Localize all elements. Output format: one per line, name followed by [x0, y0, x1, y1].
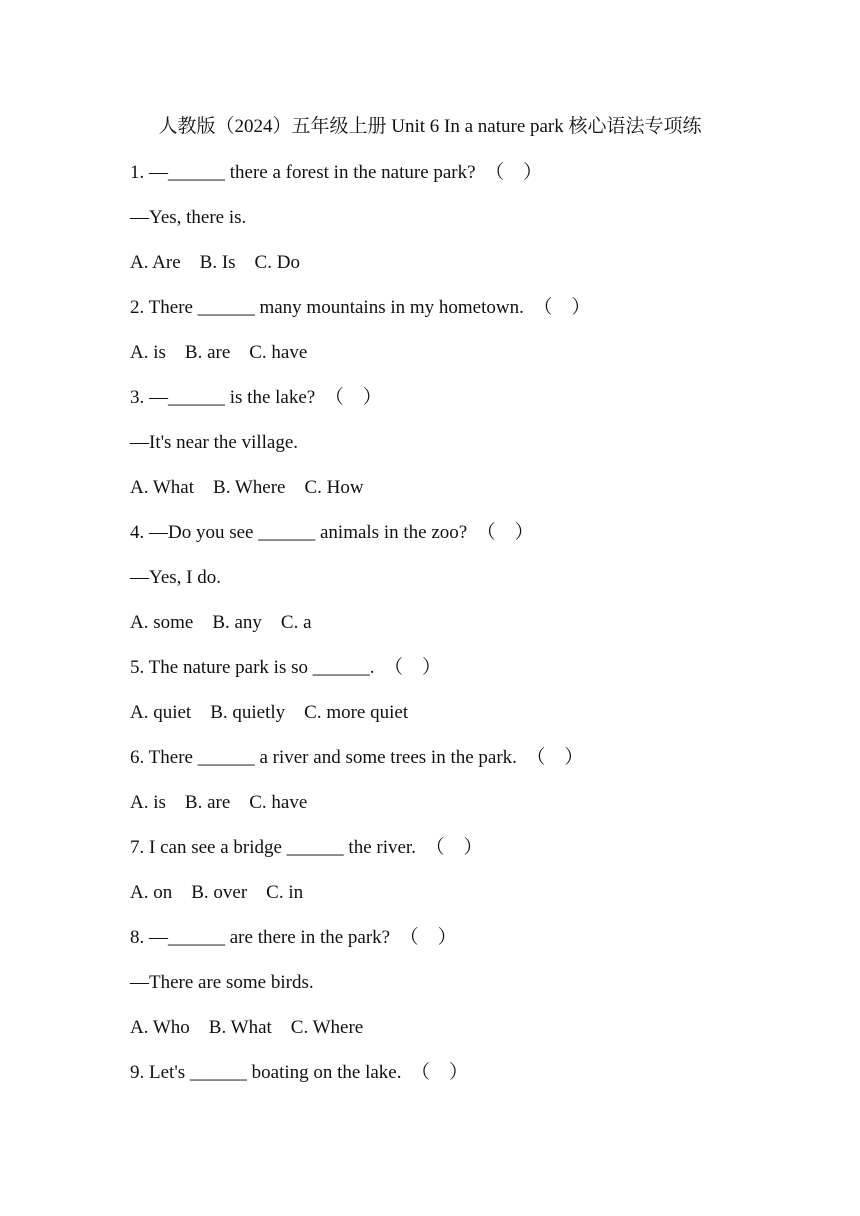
question-1-answer-line: —Yes, there is. [130, 207, 247, 228]
worksheet-title: 人教版（2024）五年级上册 Unit 6 In a nature park 核心语法专项练 [158, 116, 702, 137]
question-2-stem: 2. There ______ many mountains in my hometown. （ ） [130, 297, 591, 318]
question-7-stem: 7. I can see a bridge ______ the river. （ ） [130, 837, 483, 858]
question-3-answer-line: —It's near the village. [130, 432, 299, 453]
question-8-answer-line: —There are some birds. [130, 972, 314, 993]
question-4-answer-line: —Yes, I do. [130, 567, 221, 588]
question-8-options: A. Who B. What C. Where [130, 1017, 364, 1038]
question-4-options: A. some B. any C. a [130, 612, 312, 633]
question-1-options: A. Are B. Is C. Do [130, 252, 300, 273]
question-1-stem: 1. —______ there a forest in the nature park? （ ） [130, 162, 543, 183]
question-3-stem: 3. —______ is the lake? （ ） [130, 387, 382, 408]
question-7-options: A. on B. over C. in [130, 882, 304, 903]
question-3-options: A. What B. Where C. How [130, 477, 364, 498]
question-2-options: A. is B. are C. have [130, 342, 308, 363]
question-6-options: A. is B. are C. have [130, 792, 308, 813]
question-6-stem: 6. There ______ a river and some trees in the park. （ ） [130, 747, 584, 768]
question-5-stem: 5. The nature park is so ______. （ ） [130, 657, 441, 678]
question-list [130, 158, 830, 1103]
question-5-options: A. quiet B. quietly C. more quiet [130, 702, 409, 723]
question-8-stem: 8. —______ are there in the park? （ ） [130, 927, 457, 948]
question-4-stem: 4. —Do you see ______ animals in the zoo? （ ） [130, 522, 534, 543]
question-9-stem: 9. Let's ______ boating on the lake. （ ） [130, 1062, 468, 1083]
